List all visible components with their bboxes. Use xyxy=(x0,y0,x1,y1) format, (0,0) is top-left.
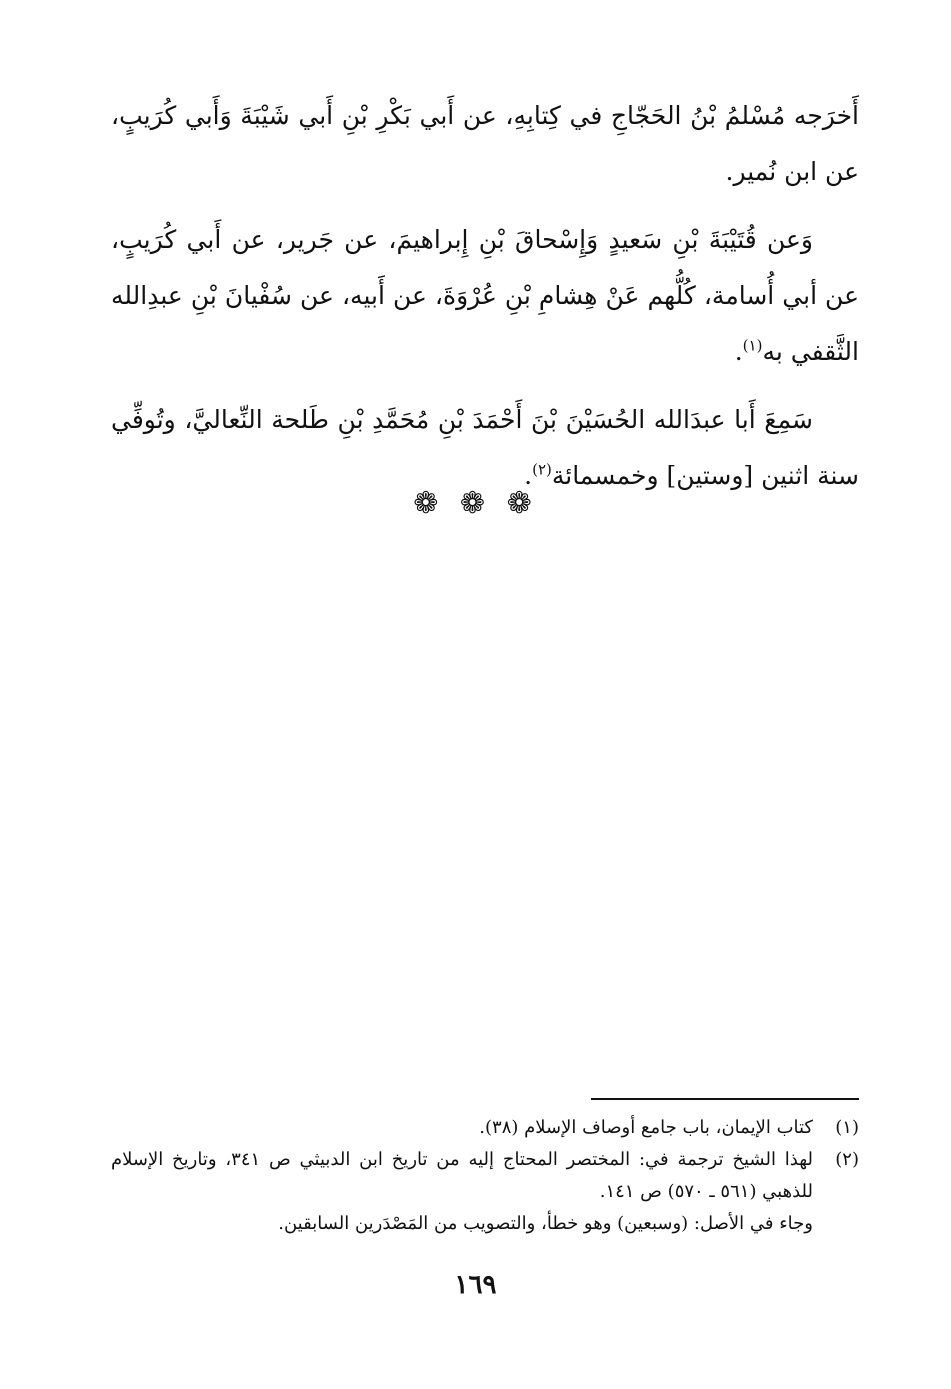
paragraph-1 xyxy=(111,88,859,200)
paragraph-2-text: وَعن قُتَيْبَةَ بْنِ سَعيدٍ وَإِسْحاقَ بْنِ إِبراهيمَ، عن جَرير، عن أَبي كُرَيبٍ، عن أبي أُسامة، كُلُّهم عَنْ هِشامِ بْنِ عُرْوَةَ، عن أَبيه، عن سُفْيانَ بْنِ عبدِالله الثَّقفي به xyxy=(111,225,859,366)
footnote-number: (٢) xyxy=(835,1149,859,1170)
paragraph-3-text: سَمِعَ أَبا عبدَالله الحُسَيْنَ بْنَ أَحْمَدَ بْنِ مُحَمَّدِ بْنِ طَلحة النِّعاليَّ، وتُوفِّي سنة اثنين [وستين] وخمسمائة xyxy=(111,405,859,490)
footnote-ref-1[interactable]: (١) xyxy=(742,336,763,355)
footnote-text: لهذا الشيخ ترجمة في: المختصر المحتاج إليه من تاريخ ابن الدبيثي ص ٣٤١، وتاريخ الإسلام للذهبي (٥٦١ ـ ٥٧٠) ص ١٤١. xyxy=(111,1149,813,1202)
footnote-ref-2[interactable]: (٢) xyxy=(532,460,552,479)
footnote-2 xyxy=(111,1144,859,1208)
page-number: ١٦٩ xyxy=(454,1270,497,1300)
section-divider-ornament: ❁ ❁ ❁ xyxy=(413,486,538,521)
paragraph-3-end: . xyxy=(524,461,533,490)
footnotes xyxy=(111,1112,859,1240)
footnote-number: (١) xyxy=(835,1117,859,1138)
footnote-separator xyxy=(591,1098,859,1100)
paragraph-2 xyxy=(111,212,859,380)
footnote-1 xyxy=(111,1112,859,1144)
main-text xyxy=(111,88,859,516)
footnote-2-continuation: وجاء في الأصل: (وسبعين) وهو خطأ، والتصويب من المَصْدَرين السابقين. xyxy=(278,1213,813,1234)
paragraph-1-text: أَخرَجه مُسْلمُ بْنُ الحَجّاجِ في كِتابِهِ، عن أَبي بَكْرِ بْنِ أَبي شَيْبَةَ وَأَبي كُرَيبٍ، عن ابن نُمير. xyxy=(111,101,859,186)
paragraph-2-end: . xyxy=(734,337,743,366)
footnote-text: كتاب الإيمان، باب جامع أوصاف الإسلام (٣٨). xyxy=(479,1117,813,1138)
